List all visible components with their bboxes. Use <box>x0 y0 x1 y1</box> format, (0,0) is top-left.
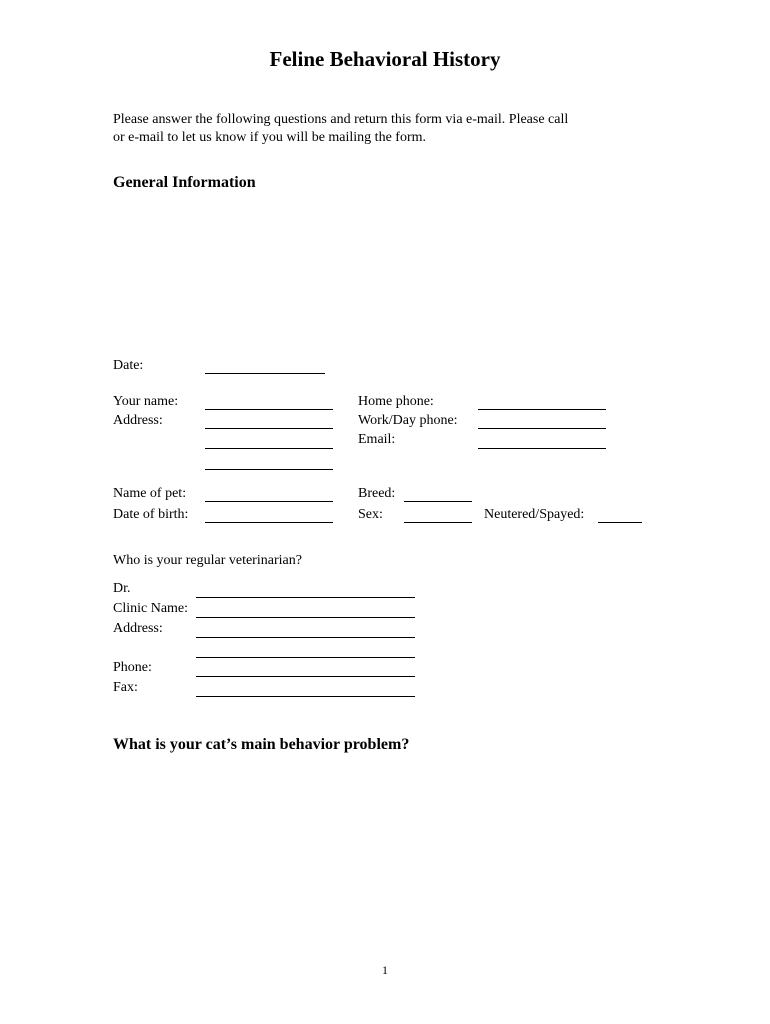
page-number: 1 <box>382 963 388 977</box>
intro-line-2: or e-mail to let us know if you will be mailing the form. <box>113 130 426 145</box>
neutered-field[interactable] <box>598 522 642 523</box>
vet-phone-label: Phone: <box>113 660 152 675</box>
email-label: Email: <box>358 432 396 447</box>
page-title: Feline Behavioral History <box>269 47 501 71</box>
dob-label: Date of birth: <box>113 507 189 522</box>
home-phone-label: Home phone: <box>358 394 434 409</box>
address-field-1[interactable] <box>205 428 333 429</box>
vet-fax-field[interactable] <box>196 696 415 697</box>
section-heading-problem: What is your cat’s main behavior problem? <box>113 736 410 753</box>
address-field-3[interactable] <box>205 469 333 470</box>
clinic-name-label: Clinic Name: <box>113 601 189 616</box>
pet-name-field[interactable] <box>205 501 333 502</box>
vet-fax-label: Fax: <box>113 680 138 695</box>
date-field[interactable] <box>205 373 325 374</box>
neutered-label: Neutered/Spayed: <box>484 507 585 522</box>
vet-address-field-1[interactable] <box>196 637 415 638</box>
email-field[interactable] <box>478 448 606 449</box>
breed-label: Breed: <box>358 486 396 501</box>
dob-field[interactable] <box>205 522 333 523</box>
work-phone-label: Work/Day phone: <box>358 413 458 428</box>
your-name-label: Your name: <box>113 394 179 409</box>
dr-field[interactable] <box>196 597 415 598</box>
vet-question: Who is your regular veterinarian? <box>113 553 302 568</box>
address-label: Address: <box>113 413 163 428</box>
breed-field[interactable] <box>404 501 472 502</box>
intro-text <box>113 111 568 147</box>
vet-address-field-2[interactable] <box>196 657 415 658</box>
section-heading-general: General Information <box>113 174 256 191</box>
work-phone-field[interactable] <box>478 428 606 429</box>
vet-address-label: Address: <box>113 621 163 636</box>
address-field-2[interactable] <box>205 448 333 449</box>
home-phone-field[interactable] <box>478 409 606 410</box>
sex-label: Sex: <box>358 507 383 522</box>
pet-name-label: Name of pet: <box>113 486 187 501</box>
dr-label: Dr. <box>113 581 131 596</box>
sex-field[interactable] <box>404 522 472 523</box>
date-label: Date: <box>113 358 144 373</box>
your-name-field[interactable] <box>205 409 333 410</box>
vet-phone-field[interactable] <box>196 676 415 677</box>
intro-line-1: Please answer the following questions and return this form via e-mail. Please call <box>113 112 569 127</box>
clinic-name-field[interactable] <box>196 617 415 618</box>
